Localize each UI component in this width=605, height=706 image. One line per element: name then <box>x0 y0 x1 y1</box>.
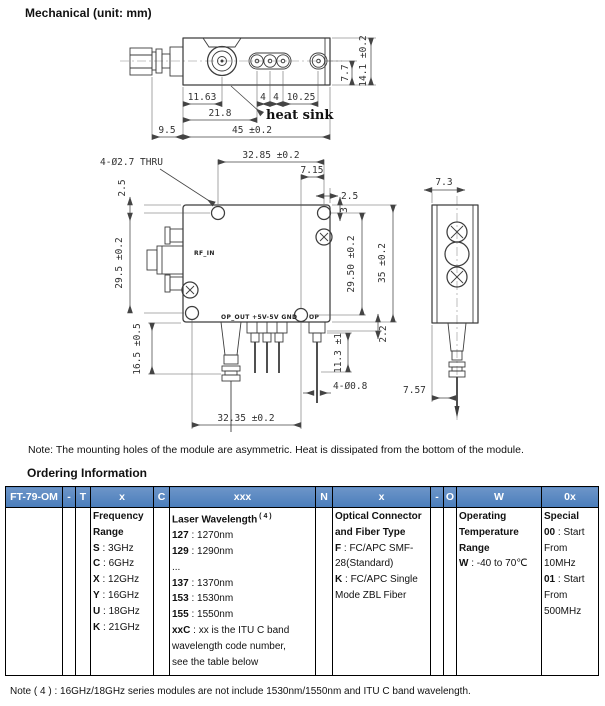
dim-top-offset: 11.63 <box>187 92 217 103</box>
dim-pin-height: 7.7 <box>340 64 351 82</box>
order-header-cell: T <box>76 487 91 508</box>
order-body-cell: Optical Connector and Fiber Type F : FC/APC SMF- 28(Standard) K : FC/APC Single Mode ZBL Fiber <box>333 508 431 676</box>
mechanical-note: Note: The mounting holes of the module are asymmetric. Heat is dissipated from the bottom of the module. <box>28 444 524 456</box>
order-header-cell: FT-79-OM <box>6 487 63 508</box>
order-header-cell: xxx <box>170 487 316 508</box>
rf-connector-front <box>147 227 183 292</box>
order-header-cell: x <box>91 487 154 508</box>
dim-top-offset-right: 3 <box>339 207 350 213</box>
dim-connector-length: 9.5 <box>158 125 176 136</box>
dim-pin-gap-3: 10.25 <box>286 92 316 103</box>
order-header-cell: 0x <box>542 487 599 508</box>
order-body-cell: Laser Wavelength $^{( 4 )}$ 127 : 1270nm 129 : 1290nm ... 137 : 1370nm 153 : 1530nm 155 : 1550nm xxC : xx is the ITU C band wavelength code number, see the table below <box>170 508 316 676</box>
order-header-cell: - <box>431 487 444 508</box>
mechanical-title: Mechanical (unit: mm) <box>25 6 152 20</box>
order-body-cell <box>444 508 457 676</box>
dim-pin-offset: 2.2 <box>378 325 389 343</box>
dim-pin-length: 11.3 ±1 <box>333 332 344 374</box>
order-body-cell <box>154 508 170 676</box>
dim-pin-diameter: 4-Ø0.8 <box>333 381 368 392</box>
dim-pin-gap-2: 4 <box>273 92 279 103</box>
pin-row-label: OP_OUT +5V-5V GND <box>221 314 298 321</box>
order-body-cell <box>76 508 91 676</box>
ordering-table <box>5 486 599 676</box>
dim-body-height-top: 14.1 ±0.2 <box>358 35 369 87</box>
side-view <box>403 177 478 420</box>
dim-hole-span-bottom: 32.35 ±0.2 <box>217 413 275 424</box>
order-body-cell <box>63 508 76 676</box>
rf-in-label: RF_IN <box>194 250 215 257</box>
dim-pin1-offset: 21.8 <box>208 108 232 119</box>
order-header-row <box>6 487 599 508</box>
dim-hole-span-right: 29.50 ±0.2 <box>346 235 357 293</box>
heat-sink-label: heat sink <box>266 108 334 123</box>
order-body-cell: Frequency Range S : 3GHz C : 6GHz X : 12GHz Y : 16GHz U : 18GHz K : 21GHz <box>91 508 154 676</box>
order-header-cell: C <box>154 487 170 508</box>
dim-side-width: 7.3 <box>435 177 453 188</box>
front-view <box>100 150 397 432</box>
order-header-cell: - <box>63 487 76 508</box>
order-header-cell: x <box>333 487 431 508</box>
top-view <box>120 35 376 140</box>
order-body-cell <box>316 508 333 676</box>
order-body-row <box>6 508 599 676</box>
op-label: OP <box>309 314 320 321</box>
order-body-cell: Operating Temperature Range W : -40 to 70℃ <box>457 508 542 676</box>
dim-thru-holes: 4-Ø2.7 THRU <box>100 157 163 168</box>
dim-right-offset: 2.5 <box>341 191 359 202</box>
order-body-cell <box>6 508 63 676</box>
dim-side-pin-offset: 7.57 <box>403 385 426 396</box>
order-header-cell: O <box>444 487 457 508</box>
dim-body-height: 35 ±0.2 <box>377 242 388 284</box>
module-body-front <box>183 205 330 322</box>
order-header-cell: N <box>316 487 333 508</box>
dim-fiber-length: 16.5 ±0.5 <box>132 323 143 375</box>
module-body-top <box>183 38 330 85</box>
dim-body-width: 45 ±0.2 <box>231 125 273 136</box>
dim-hole-span-top: 32.85 ±0.2 <box>242 150 300 161</box>
footnote-4: Note ( 4 ) : 16GHz/18GHz series modules are not include 1530nm/1550nm and ITU C band wavelength. <box>10 686 471 697</box>
order-body-cell <box>431 508 444 676</box>
mounting-holes <box>186 207 331 322</box>
dim-pin-gap-1: 4 <box>260 92 266 103</box>
order-body-cell: Special 00 : Start From 10MHz 01 : Start From 500MHz <box>542 508 599 676</box>
screws-front <box>182 229 332 298</box>
mechanical-drawing <box>0 28 605 440</box>
ordering-title: Ordering Information <box>27 466 147 480</box>
rf-connector-top <box>130 47 183 76</box>
order-header-cell: W <box>457 487 542 508</box>
optical-connector-top <box>208 47 237 76</box>
dim-hole-offset: 7.15 <box>300 165 324 176</box>
dim-hole-span-left: 29.5 ±0.2 <box>114 237 125 289</box>
dim-left-offset: 2.5 <box>117 179 128 197</box>
